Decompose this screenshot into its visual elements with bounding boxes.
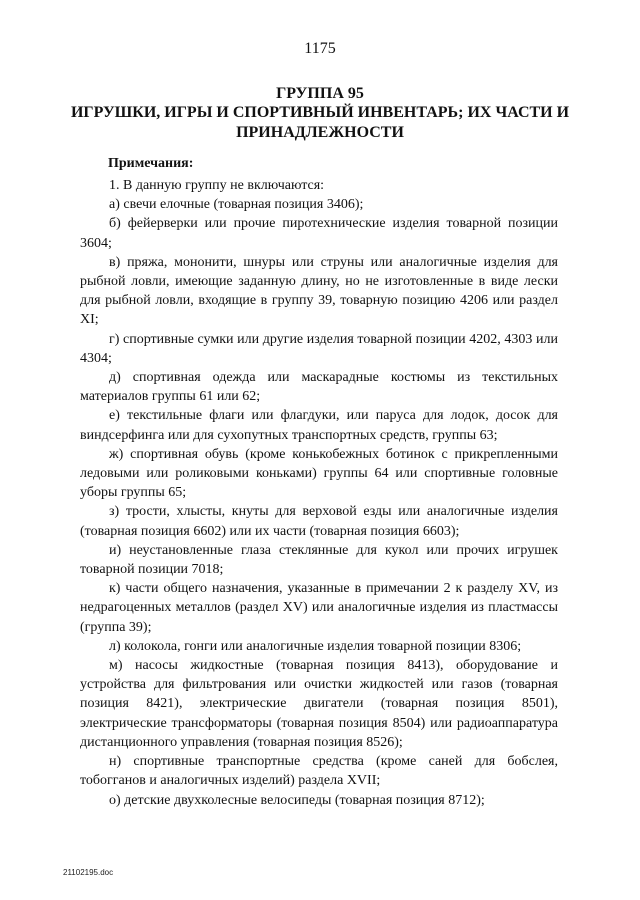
note-paragraph: к) части общего назначения, указанные в примечании 2 к разделу XV, из недрагоценных металлов (раздел XV) или аналогичные изделия из пластмассы (группа 39); <box>80 581 558 635</box>
notes-body <box>80 176 558 810</box>
note-paragraph: з) трости, хлысты, кнуты для верховой езды или аналогичные изделия (товарная позиция 6602) или их части (товарная позиция 6603); <box>80 504 558 539</box>
file-name-footer: 21102195.doc <box>63 868 114 877</box>
note-paragraph: н) спортивные транспортные средства (кроме саней для бобслея, тобогганов и аналогичных изделий) раздела XVII; <box>80 754 558 789</box>
page-number: 1175 <box>304 40 336 57</box>
group-subtitle: ИГРУШКИ, ИГРЫ И СПОРТИВНЫЙ ИНВЕНТАРЬ; ИХ ЧАСТИ И ПРИНАДЛЕЖНОСТИ <box>70 104 570 141</box>
note-paragraph: м) насосы жидкостные (товарная позиция 8413), оборудование и устройства для фильтрования или очистки жидкостей или газов (товарная позиция 8421), электрические двигатели (товарная позиция 8501), электрические трансформаторы (товарная позиция 8504) или радиоаппаратура дистанционного управления (товарная позиция 8526); <box>80 658 558 750</box>
note-paragraph: г) спортивные сумки или другие изделия товарной позиции 4202, 4303 или 4304; <box>80 331 558 366</box>
notes-heading: Примечания: <box>108 156 194 171</box>
note-paragraph: ж) спортивная обувь (кроме конькобежных ботинок с прикрепленными ледовыми или роликовыми коньками) группы 64 или спортивные головные уборы группы 65; <box>80 446 558 501</box>
group-title: ГРУППА 95 <box>276 85 364 102</box>
note-paragraph: о) детские двухколесные велосипеды (товарная позиция 8712); <box>109 792 485 808</box>
note-paragraph: а) свечи елочные (товарная позиция 3406); <box>109 197 364 213</box>
note-paragraph: д) спортивная одежда или маскарадные костюмы из текстильных материалов группы 61 или 62; <box>80 370 558 405</box>
note-paragraph: л) колокола, гонги или аналогичные изделия товарной позиции 8306; <box>109 638 522 654</box>
note-paragraph: е) текстильные флаги или флагдуки, или паруса для лодок, досок для виндсерфинга или для сухопутных транспортных средств, группы 63; <box>80 408 558 443</box>
note-paragraph: б) фейерверки или прочие пиротехнические изделия товарной позиции 3604; <box>80 216 558 251</box>
note-paragraph: 1. В данную группу не включаются: <box>109 178 325 193</box>
note-paragraph: в) пряжа, мононити, шнуры или струны или аналогичные изделия для рыбной ловли, имеющие заданную длину, но не изготовленные в виде лески для рыбной ловли, входящие в группу 39, товарную позицию 4206 или раздел XI; <box>80 254 558 328</box>
note-paragraph: и) неустановленные глаза стеклянные для кукол или прочих игрушек товарной позиции 7018; <box>80 542 558 578</box>
